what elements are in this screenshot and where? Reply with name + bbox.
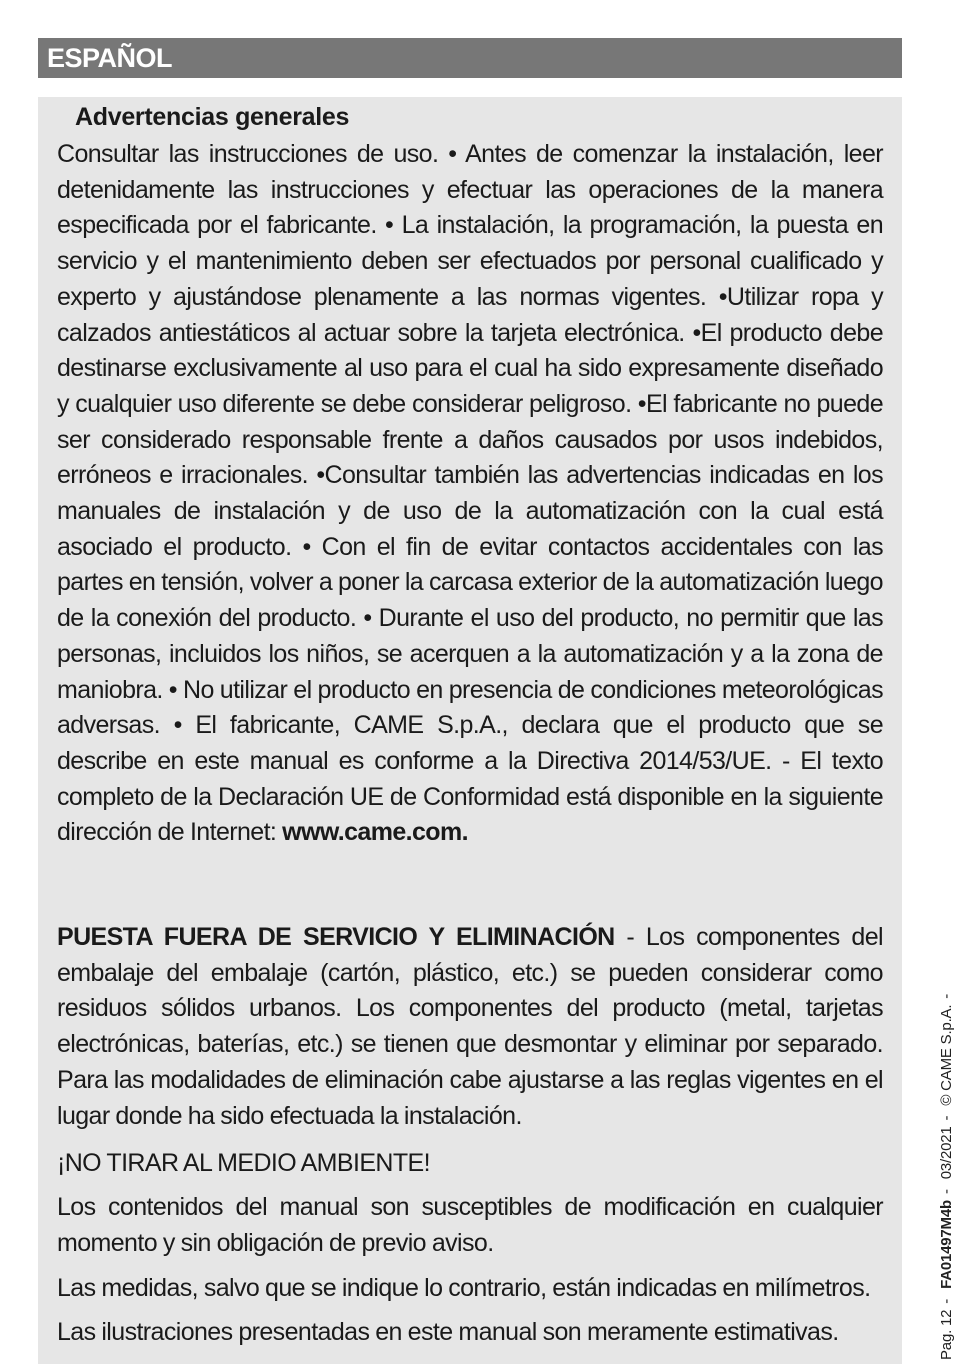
page-number: Pag. 12 (938, 1309, 955, 1360)
general-warnings-paragraph (57, 137, 883, 851)
document-date: 03/2021 (938, 1126, 955, 1180)
illustrations-notice: Las ilustraciones presentadas en este manual son meramente estimativas. (57, 1318, 839, 1346)
measurements-notice: Las medidas, salvo que se indique lo contrario, están indicadas en milímetros. (57, 1274, 871, 1302)
modification-notice: Los contenidos del manual son susceptibles de modificación en cualquier momento y sin obligación de previo aviso. (57, 1193, 883, 1257)
disposal-text: - Los componentes del embalaje del embalaje (cartón, plástico, etc.) se pueden considerar como residuos sólidos urbanos. Los componentes del producto (metal, tarjetas electrónicas, baterías, etc.) se tienen que desmontar y eliminar por separado. Para las modalidades de eliminación cabe ajustarse a las reglas vigentes en el lugar donde ha sido efectuada la instalación. (57, 923, 883, 1130)
content-panel (38, 97, 902, 1364)
page-footer-vertical (938, 988, 956, 1360)
footer-separator: - (938, 1298, 955, 1304)
section-title-general-warnings: Advertencias generales (75, 103, 350, 131)
footer-separator: - (938, 993, 955, 999)
language-header: ESPAÑOL (38, 38, 902, 78)
footer-separator: - (938, 1115, 955, 1121)
disposal-paragraph (57, 920, 883, 1134)
footer-separator: - (938, 1189, 955, 1195)
website-link[interactable]: www.came.com. (282, 818, 468, 847)
copyright: © CAME S.p.A. (938, 1004, 955, 1106)
disposal-title: PUESTA FUERA DE SERVICIO Y ELIMINACIÓN (57, 923, 615, 951)
do-not-throw-notice: ¡NO TIRAR AL MEDIO AMBIENTE! (57, 1149, 430, 1177)
general-warnings-text: Consultar las instrucciones de uso. • Antes de comenzar la instalación, leer detenidamente las instrucciones y efectuar las operaciones de la manera especificada por el fabricante. • La instalación, la programación, la puesta en servicio y el mantenimiento deben ser efectuados por personal cualificado y experto y ajustándose plenamente a las normas vigentes. •Utilizar ropa y calzados antiestáticos al actuar sobre la tarjeta electrónica. •El producto debe destinarse exclusivamente al uso para el cual ha sido expresamente diseñado y cualquier uso diferente se debe considerar peligroso. •El fabricante no puede ser considerado responsable frente a daños causados por usos indebidos, erróneos e irracionales. •Consultar también las advertencias indicadas en los manuales de instalación y de uso de la automatización con la cual está asociado el producto. • Con el fin de evitar contactos accidentales con las partes en tensión, volver a poner la carcasa exterior de la automatización luego de la conexión del producto. • Durante el uso del producto, no permitir que las personas, incluidos los niños, se acerquen a la automatización y a la zona de maniobra. • No utilizar el producto en presencia de condiciones meteorológicas adversas. • El fabricante, CAME S.p.A., declara que el producto que se describe en este manual es conforme a la Directiva 2014/53/UE. - El texto completo de la Declaración UE de Conformidad está disponible en la siguiente dirección de Internet: (57, 140, 883, 847)
document-code: FA01497M4b (938, 1200, 955, 1289)
